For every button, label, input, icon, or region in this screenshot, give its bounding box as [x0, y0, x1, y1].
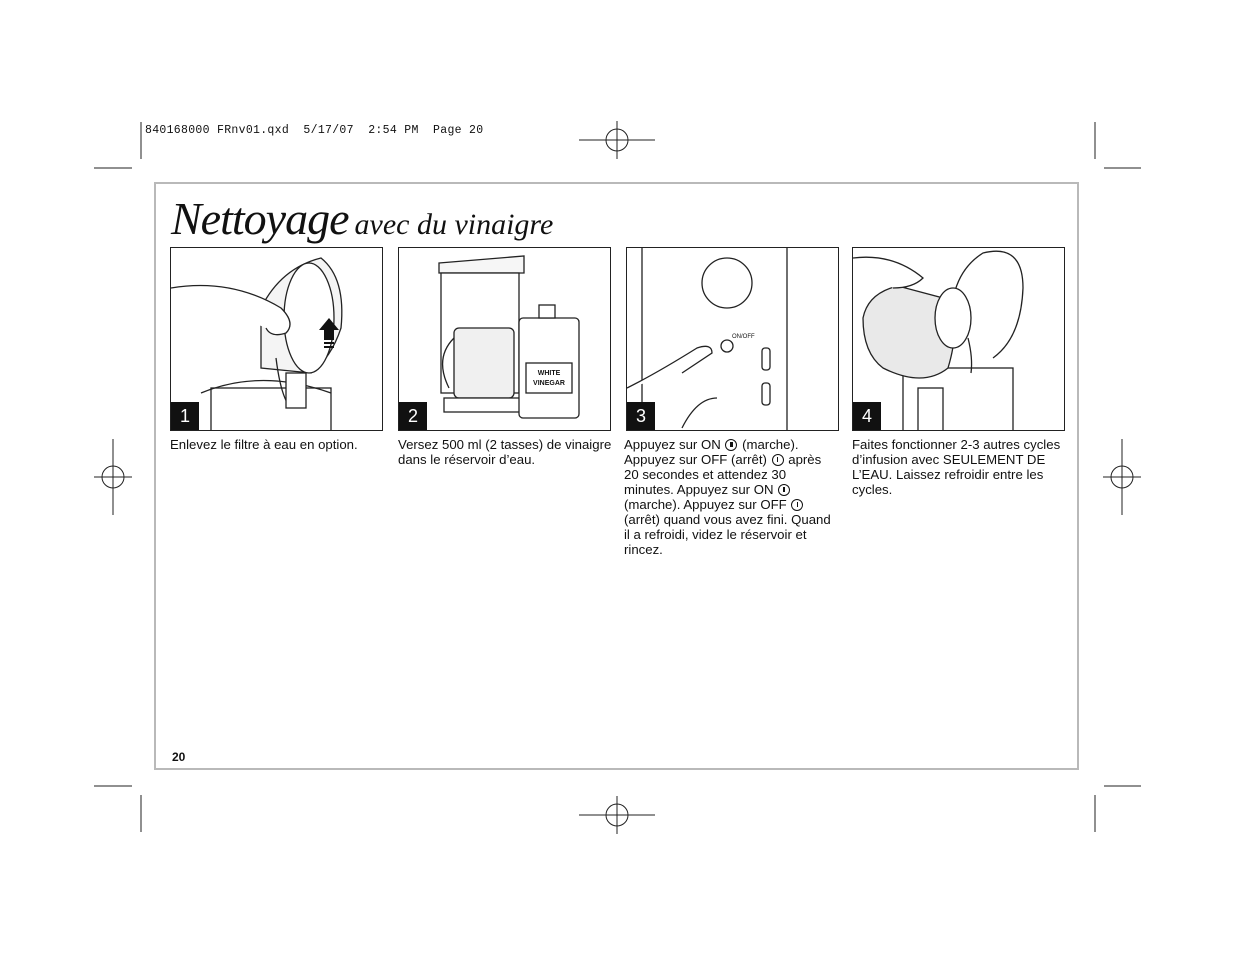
registration-mark-icon	[1103, 439, 1141, 515]
step-4-illustration	[852, 247, 1065, 431]
step-4-caption: Faites fonctionner 2-3 autres cycles d’infusion avec SEULEMENT DE L’EAU. Laissez refroidir entre les cycles.	[852, 437, 1061, 497]
step-number: 1	[171, 402, 199, 430]
page-title	[171, 192, 553, 245]
button-label: ON/OFF	[732, 334, 755, 340]
registration-mark-icon	[579, 121, 655, 159]
step-number: 2	[399, 402, 427, 430]
title-sub: avec du vinaigre	[354, 208, 554, 241]
caption-text: Appuyez sur ON	[624, 437, 725, 452]
bottle-label: VINEGAR	[533, 380, 565, 387]
file-slug: 840168000 FRnv01.qxd 5/17/07 2:54 PM Page 20	[145, 124, 484, 137]
caption-text: (marche). Appuyez sur OFF	[624, 497, 791, 512]
step-2-caption: Versez 500 ml (2 tasses) de vinaigre dans le réservoir d’eau.	[398, 437, 612, 467]
power-off-icon	[772, 454, 784, 466]
step-number: 4	[853, 402, 881, 430]
power-on-icon	[725, 439, 737, 451]
caption-text: (marche). Appuyez sur OFF (arrêt)	[624, 437, 799, 467]
page-number: 20	[172, 750, 186, 764]
step-1-illustration	[170, 247, 383, 431]
power-off-icon	[791, 499, 803, 511]
registration-mark-icon	[579, 796, 655, 834]
caption-text: après 20 secondes et attendez 30 minutes. Appuyez sur ON	[624, 452, 822, 497]
step-3-caption	[624, 437, 838, 557]
step-1-caption: Enlevez le filtre à eau en option.	[170, 437, 358, 452]
bottle-label: WHITE	[537, 370, 561, 377]
caption-text: (arrêt) quand vous avez fini. Quand il a refroidi, videz le réservoir et rincez.	[624, 512, 831, 557]
title-main: Nettoyage	[171, 193, 349, 244]
step-2-illustration	[398, 247, 611, 431]
step-3-illustration	[626, 247, 839, 431]
registration-mark-icon	[94, 439, 132, 515]
power-on-icon	[778, 484, 790, 496]
step-number: 3	[627, 402, 655, 430]
